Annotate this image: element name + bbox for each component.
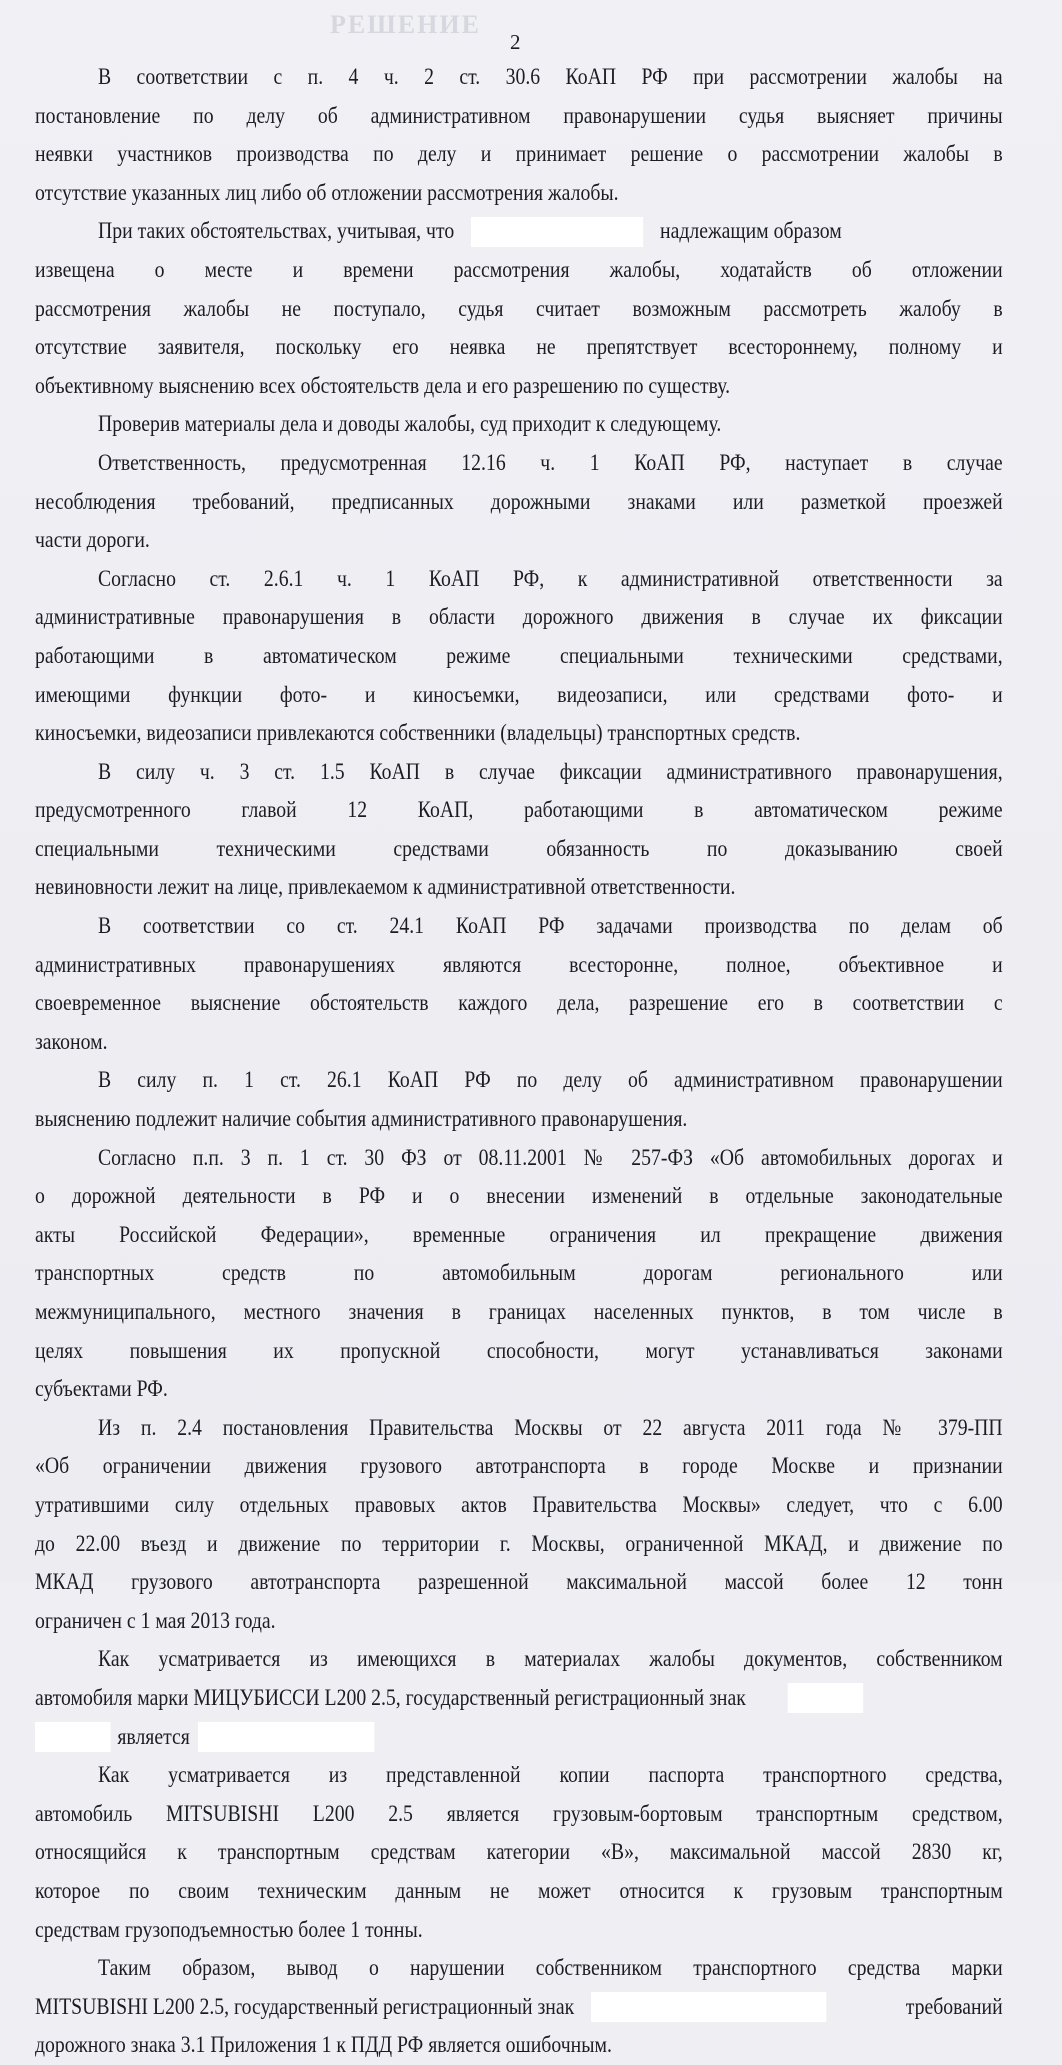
text-line: до 22.00 въезд и движение по территории г. Москвы, ограниченной МКАД, и движение по xyxy=(35,1530,1003,1557)
text-line xyxy=(35,1679,1003,1718)
text-line: дорожного знака 3.1 Приложения 1 к ПДД РФ является ошибочным. xyxy=(35,2032,612,2059)
text-line: которое по своим техническим данным не может относится к грузовым транспортным xyxy=(35,1877,1003,1904)
text-line: межмуниципального, местного значения в границах населенных пунктов, в том числе в xyxy=(35,1299,1003,1325)
text-line: законом. xyxy=(35,1028,108,1055)
text-line xyxy=(35,1988,1003,2027)
text-line: работающими в автоматическом режиме специальными техническими средствами, xyxy=(35,642,1003,669)
text-line: Из п. 2.4 постановления Правительства Москвы от 22 августа 2011 года № 379-ПП xyxy=(98,1414,1003,1441)
text-line: Как усматривается из имеющихся в материалах жалобы документов, собственником xyxy=(98,1646,1003,1673)
paragraph xyxy=(35,1949,1003,2065)
redacted-plate xyxy=(788,1683,864,1713)
text-line: неявки участников производства по делу и принимает решение о рассмотрении жалобы в xyxy=(35,141,1003,168)
text-line: невиновности лежит на лице, привлекаемом к административной ответственности. xyxy=(35,874,736,901)
text-line: Согласно п.п. 3 п. 1 ст. 30 ФЗ от 08.11.2001 № 257-ФЗ «Об автомобильных дорогах и xyxy=(98,1144,1003,1171)
text-line: Как усматривается из представленной копии паспорта транспортного средства, xyxy=(98,1762,1003,1789)
text-line: административных правонарушениях являются всесторонне, полное, объективное и xyxy=(35,951,1003,978)
text-line: В силу п. 1 ст. 26.1 КоАП РФ по делу об административном правонарушении xyxy=(98,1067,1003,1094)
paragraph xyxy=(35,1139,1003,1409)
text-line: имеющими функции фото- и киносъемки, видеозаписи, или средствами фото- и xyxy=(35,681,1003,708)
text-fragment: требований xyxy=(905,1993,1003,2020)
text-line xyxy=(35,212,1003,251)
text-fragment: автомобиля марки МИЦУБИССИ L200 2.5, государственный регистрационный знак xyxy=(35,1684,746,1711)
redacted-name xyxy=(471,217,643,247)
text-line: МКАД грузового автотранспорта разрешенной максимальной массой более 12 тонн xyxy=(35,1569,1003,1596)
text-line: части дороги. xyxy=(35,527,150,554)
text-fragment: При таких обстоятельствах, учитывая, что xyxy=(98,218,455,245)
text-line: киносъемки, видеозаписи привлекаются собственники (владельцы) транспортных средств. xyxy=(35,720,801,747)
text-line: специальными техническими средствами обязанность по доказыванию своей xyxy=(35,835,1003,862)
text-line: о дорожной деятельности в РФ и о внесении изменений в отдельные законодательные xyxy=(35,1183,1003,1210)
bleed-through-heading: РЕШЕНИЕ xyxy=(330,10,481,39)
paragraph xyxy=(35,1061,1003,1138)
text-line: «Об ограничении движения грузового автотранспорта в городе Москве и признании xyxy=(35,1453,1003,1480)
text-line: транспортных средств по автомобильным дорогам регионального или xyxy=(35,1260,1003,1287)
paragraph xyxy=(35,58,1003,212)
document-body xyxy=(35,58,1003,2065)
text-line: В силу ч. 3 ст. 1.5 КоАП в случае фиксации административного правонарушения, xyxy=(98,758,1003,785)
text-line: целях повышения их пропускной способности, могут устанавливаться законами xyxy=(35,1337,1003,1364)
paragraph xyxy=(35,1409,1003,1641)
paragraph xyxy=(35,405,1003,444)
text-line: своевременное выяснение обстоятельств каждого дела, разрешение его в соответствии с xyxy=(35,990,1003,1017)
text-line: отсутствие указанных лиц либо об отложении рассмотрения жалобы. xyxy=(35,179,619,206)
redacted-owner xyxy=(198,1722,374,1752)
text-line: Таким образом, вывод о нарушении собственником транспортного средства марки xyxy=(98,1955,1003,1982)
page-number: 2 xyxy=(510,30,521,54)
text-line: относящийся к транспортным средствам категории «В», максимальной массой 2830 кг, xyxy=(35,1839,1003,1866)
text-line: постановление по делу об административном правонарушении судья выясняет причины xyxy=(35,102,1003,129)
text-line: В соответствии с п. 4 ч. 2 ст. 30.6 КоАП РФ при рассмотрении жалобы на xyxy=(98,64,1003,90)
paragraph xyxy=(35,753,1003,907)
text-line: выяснению подлежит наличие события административного правонарушения. xyxy=(35,1106,688,1133)
paragraph xyxy=(35,907,1003,1061)
text-line: В соответствии со ст. 24.1 КоАП РФ задачами производства по делам об xyxy=(98,913,1003,940)
text-line xyxy=(35,1718,1003,1757)
text-line: субъектами РФ. xyxy=(35,1376,168,1403)
text-line: Согласно ст. 2.6.1 ч. 1 КоАП РФ, к административной ответственности за xyxy=(98,565,1003,592)
text-line: Проверив материалы дела и доводы жалобы, суд приходит к следующему. xyxy=(98,411,722,438)
text-line: акты Российской Федерации», временные ограничения ил прекращение движения xyxy=(35,1221,1003,1248)
paragraph xyxy=(35,1756,1003,1949)
text-fragment: MITSUBISHI L200 2.5, государственный регистрационный знак xyxy=(35,1993,575,2020)
paragraph xyxy=(35,560,1003,753)
text-line: Ответственность, предусмотренная 12.16 ч. 1 КоАП РФ, наступает в случае xyxy=(98,449,1003,476)
text-fragment: надлежащим образом xyxy=(660,218,842,245)
text-line: рассмотрения жалобы не поступало, судья считает возможным рассмотреть жалобу в xyxy=(35,295,1003,322)
redacted-plate xyxy=(35,1722,111,1752)
text-line: объективному выяснению всех обстоятельств дела и его разрешению по существу. xyxy=(35,372,731,399)
text-line: отсутствие заявителя, поскольку его неявка не препятствует всестороннему, полному и xyxy=(35,334,1003,361)
paragraph xyxy=(35,212,1003,405)
text-line: административные правонарушения в области дорожного движения в случае их фиксации xyxy=(35,604,1003,631)
text-line: средствам грузоподъемностью более 1 тонны. xyxy=(35,1916,423,1943)
text-line: извещена о месте и времени рассмотрения жалобы, ходатайств об отложении xyxy=(35,256,1003,283)
redacted-plate xyxy=(591,1992,826,2022)
text-line: предусмотренного главой 12 КоАП, работающими в автоматическом режиме xyxy=(35,797,1003,824)
text-line: ограничен с 1 мая 2013 года. xyxy=(35,1607,276,1634)
paragraph xyxy=(35,1640,1003,1756)
text-line: утратившими силу отдельных правовых актов Правительства Москвы» следует, что с 6.00 xyxy=(35,1491,1003,1518)
paragraph xyxy=(35,444,1003,560)
text-fragment: является xyxy=(117,1723,190,1750)
text-line: несоблюдения требований, предписанных дорожными знаками или разметкой проезжей xyxy=(35,488,1003,515)
text-line: автомобиль MITSUBISHI L200 2.5 является грузовым-бортовым транспортным средством, xyxy=(35,1800,1003,1827)
